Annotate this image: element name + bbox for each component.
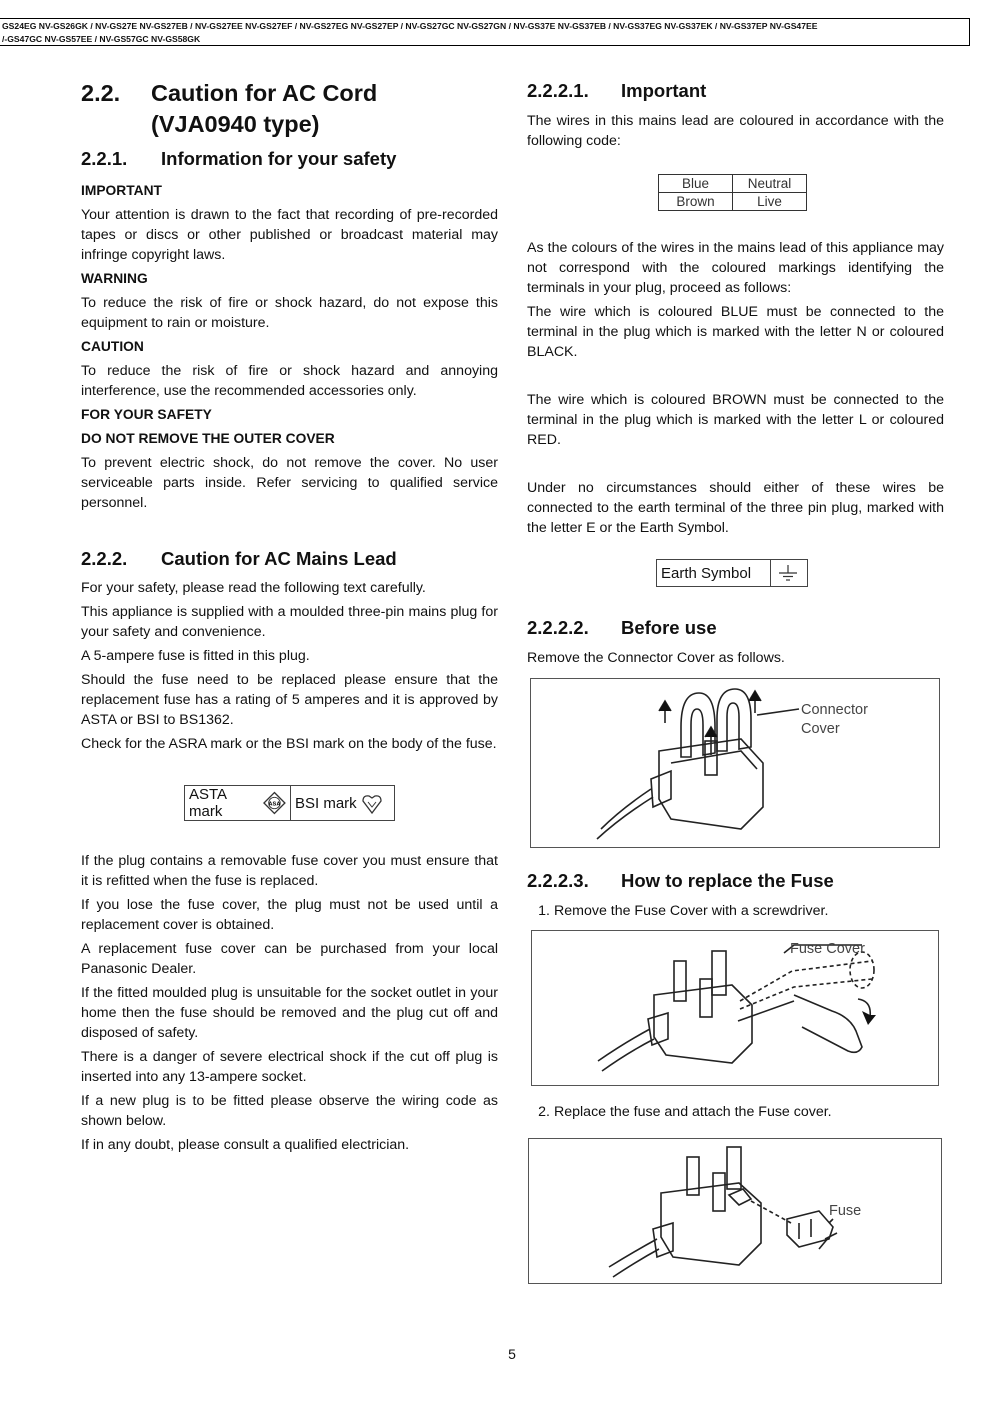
header-model-line-1: GS24EG NV-GS26GK / NV-GS27E NV-GS27EB / NV-GS27EE NV-GS27EF / NV-GS27EG NV-GS27EP / NV-GS27GC NV-GS27GN / NV-GS37E NV-GS37EB / NV-GS37EG NV-GS37EK / NV-GS37EP NV-GS47EE xyxy=(2,21,818,31)
paragraph: If in any doubt, please consult a qualified electrician. xyxy=(81,1137,410,1153)
section-number: 2.2.2. xyxy=(81,548,128,569)
paragraph: A 5-ampere fuse is fitted in this plug. xyxy=(81,648,310,664)
screwdriver-plug-illustration xyxy=(532,931,938,1085)
paragraph: If a new plug is to be fitted please observe the wiring code as shown below. xyxy=(81,1093,498,1129)
table-row xyxy=(659,193,807,211)
asta-mark-label: ASTA mark xyxy=(189,786,227,820)
page-number: 5 xyxy=(508,1346,516,1362)
step-number: 2. xyxy=(538,1104,550,1120)
section-number: 2.2.2.3. xyxy=(527,870,589,891)
earth-symbol-box xyxy=(656,559,808,587)
section-title-line-1: Caution for AC Cord xyxy=(151,80,378,106)
section-title: Caution for AC Mains Lead xyxy=(161,548,397,569)
paragraph: For your safety, please read the following text carefully. xyxy=(81,580,426,596)
section-title: Information for your safety xyxy=(161,148,397,169)
earth-symbol-cell xyxy=(771,560,805,586)
asta-mark-cell xyxy=(185,786,291,820)
paragraph: Check for the ASRA mark or the BSI mark on the body of the fuse. xyxy=(81,736,497,752)
bsi-kitemark-icon xyxy=(361,792,383,814)
bsi-mark-label: BSI mark xyxy=(295,794,357,812)
paragraph: If the fitted moulded plug is unsuitable for the socket outlet in your home then the fuse should be removed and the plug cut off and disposed of safety. xyxy=(81,985,498,1041)
paragraph: As the colours of the wires in the mains lead of this appliance may not correspond with the coloured markings identifying the terminals in your plug, proceed as follows: xyxy=(527,240,944,296)
table-row xyxy=(659,175,807,193)
fuse-label: Fuse xyxy=(829,1203,862,1219)
table-cell: Live xyxy=(733,193,807,211)
section-2-2-2-heading xyxy=(81,547,498,571)
fuse-plug-illustration xyxy=(529,1139,941,1283)
section-2-2-2-1-heading xyxy=(527,79,944,103)
paragraph: The wire which is coloured BROWN must be connected to the terminal in the plug which is marked with the letter L or coloured RED. xyxy=(527,392,944,448)
section-2-2-1-heading xyxy=(81,147,498,171)
paragraph: The wires in this mains lead are coloured in accordance with the following code: xyxy=(527,113,944,149)
paragraph: If the plug contains a removable fuse cover you must ensure that it is refitted when the fuse is replaced. xyxy=(81,853,498,889)
section-number: 2.2. xyxy=(81,80,121,106)
step-text: Remove the Fuse Cover with a screwdriver. xyxy=(554,903,829,919)
warning-label: WARNING xyxy=(81,271,148,286)
important-label: IMPORTANT xyxy=(81,183,162,198)
connector-cover-label-2: Cover xyxy=(801,721,840,737)
section-title-line-2: (VJA0940 type) xyxy=(151,111,320,137)
section-title: Before use xyxy=(621,617,717,638)
section-2-2-2-3-heading xyxy=(527,869,944,893)
asta-mark-icon xyxy=(263,791,286,815)
fuse-cover-label: Fuse Cover xyxy=(790,941,865,957)
table-cell: Neutral xyxy=(733,175,807,193)
right-column xyxy=(527,78,944,1284)
connector-cover-figure xyxy=(530,678,940,848)
section-title: How to replace the Fuse xyxy=(621,870,834,891)
caution-label: CAUTION xyxy=(81,339,144,354)
paragraph: Remove the Connector Cover as follows. xyxy=(527,650,785,666)
fuse-cover-removal-figure xyxy=(531,930,939,1086)
earth-symbol-label: Earth Symbol xyxy=(657,560,771,586)
step-1 xyxy=(527,901,944,921)
header-model-line-2: /-GS47GC NV-GS57EE / NV-GS57GC NV-GS58GK xyxy=(2,34,201,44)
section-2-2-2-2-heading xyxy=(527,616,944,640)
paragraph: The wire which is coloured BLUE must be connected to the terminal in the plug which is marked with the letter N or coloured BLACK. xyxy=(527,304,944,360)
warning-text: To reduce the risk of fire or shock hazard, do not expose this equipment to rain or moisture. xyxy=(81,295,498,331)
section-number: 2.2.1. xyxy=(81,148,128,169)
wire-colour-table xyxy=(658,174,807,211)
section-2-2-heading xyxy=(81,78,498,140)
document-header xyxy=(0,18,970,46)
section-number: 2.2.2.2. xyxy=(527,617,589,638)
step-number: 1. xyxy=(538,903,550,919)
asta-logo-text: ASA xyxy=(268,801,281,808)
cover-text: To prevent electric shock, do not remove the cover. No user serviceable parts inside. Refer servicing to qualified service personnel. xyxy=(81,455,498,511)
paragraph: Under no circumstances should either of these wires be connected to the earth terminal of the three pin plug, marked with the letter E or the Earth Symbol. xyxy=(527,480,944,536)
paragraph: Should the fuse need to be replaced please ensure that the replacement fuse has a rating of 5 amperes and it is approved by ASTA or BSI to BS1362. xyxy=(81,672,498,728)
step-2 xyxy=(527,1102,944,1122)
earth-symbol-icon xyxy=(775,563,801,583)
caution-text: To reduce the risk of fire or shock hazard and annoying interference, use the recommended accessories only. xyxy=(81,363,498,399)
step-text: Replace the fuse and attach the Fuse cover. xyxy=(554,1104,832,1120)
fuse-replacement-figure xyxy=(528,1138,942,1284)
left-column xyxy=(81,78,498,1155)
connector-cover-label-1: Connector xyxy=(801,702,868,718)
section-number: 2.2.2.1. xyxy=(527,80,589,101)
fuse-marks-box xyxy=(184,785,395,821)
section-title: Important xyxy=(621,80,707,101)
do-not-remove-label: DO NOT REMOVE THE OUTER COVER xyxy=(81,431,335,446)
paragraph: There is a danger of severe electrical shock if the cut off plug is inserted into any 13-ampere socket. xyxy=(81,1049,498,1085)
bsi-mark-cell xyxy=(291,786,387,820)
paragraph: A replacement fuse cover can be purchased from your local Panasonic Dealer. xyxy=(81,941,498,977)
paragraph: If you lose the fuse cover, the plug must not be used until a replacement cover is obtained. xyxy=(81,897,498,933)
table-cell: Blue xyxy=(659,175,733,193)
important-text: Your attention is drawn to the fact that recording of pre-recorded tapes or discs or other published or broadcast material may infringe copyright laws. xyxy=(81,207,498,263)
for-your-safety-label: FOR YOUR SAFETY xyxy=(81,407,212,422)
table-cell: Brown xyxy=(659,193,733,211)
paragraph: This appliance is supplied with a moulded three-pin mains plug for your safety and convenience. xyxy=(81,604,498,640)
plug-connector-illustration xyxy=(531,679,939,847)
